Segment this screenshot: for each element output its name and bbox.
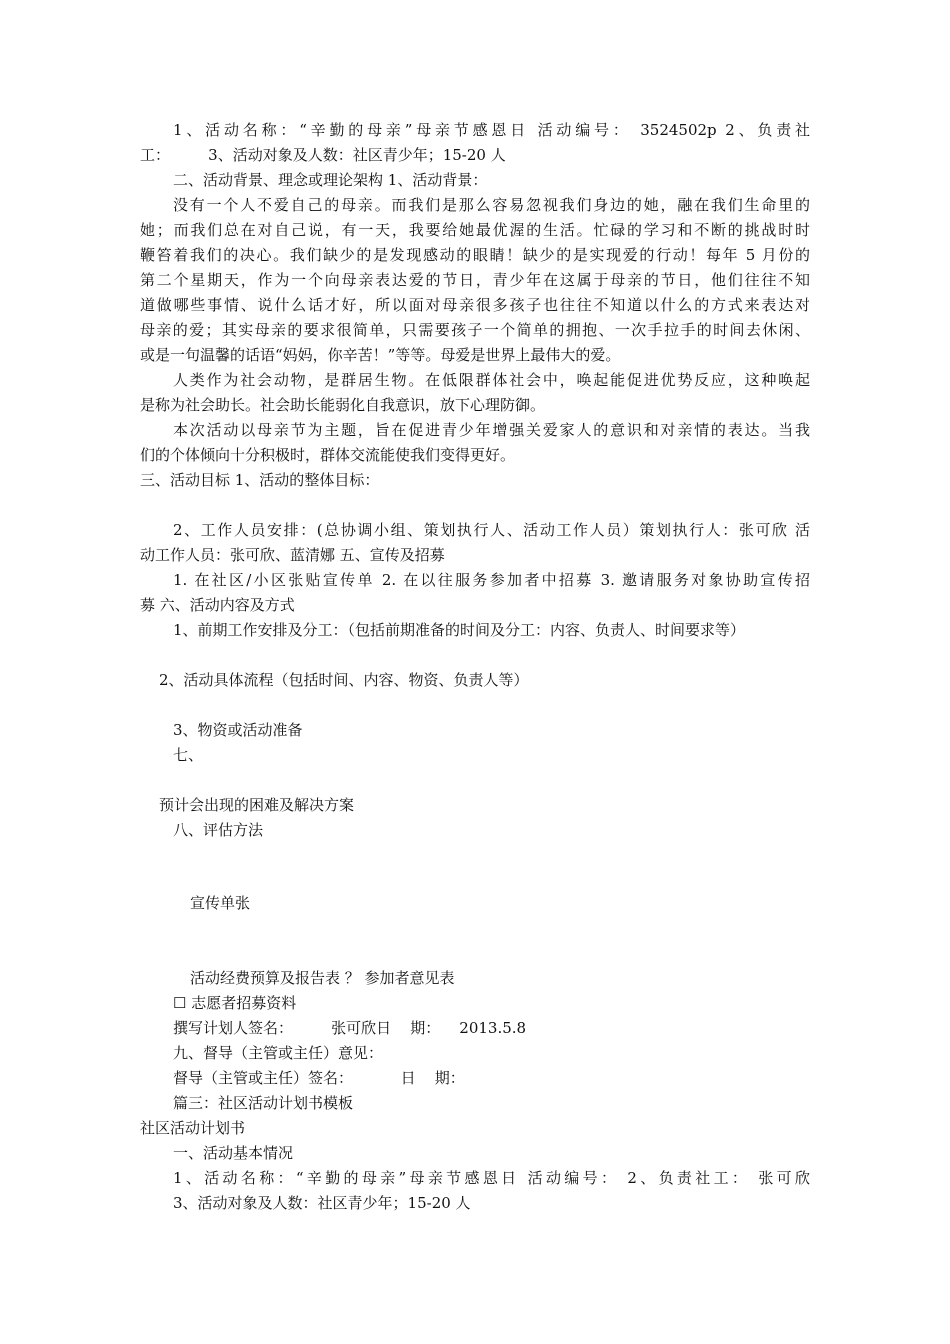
signature-line: 督导（主管或主任）签名： 日 期： <box>173 1069 465 1087</box>
text-line: 1、前期工作安排及分工：（包括前期准备的时间及分工：内容、负责人、时间要求等） <box>173 621 746 639</box>
section-heading: 三、活动目标 1、活动的整体目标： <box>140 471 380 489</box>
text-line: 母亲的爱；其实母亲的要求很简单，只需要孩子一个简单的拥抱、一次手拉手的时间去休闲、 <box>140 321 810 339</box>
text-line: 或是一句温馨的话语“妈妈，你辛苦！”等等。母爱是世界上最伟大的爱。 <box>140 346 621 364</box>
text-line: 没有一个人不爱自己的母亲。而我们是那么容易忽视我们身边的她，融在我们生命里的 <box>173 196 810 214</box>
text-line: 1. 在社区/小区张贴宣传单 2. 在以往服务参加者中招募 3. 邀请服务对象协助宣传招 <box>173 571 810 589</box>
section-heading: 二、活动背景、理念或理论架构 1、活动背景： <box>173 171 488 189</box>
document-title: 社区活动计划书 <box>140 1119 246 1137</box>
text-line: 1、活动名称：“辛勤的母亲”母亲节感恩日 活动编号： 2、负责社工： 张可欣 <box>173 1169 810 1187</box>
text-line: 人类作为社会动物，是群居生物。在低限群体社会中，唤起能促进优势反应，这种唤起 <box>173 371 810 389</box>
text-line: 第二个星期天，作为一个向母亲表达爱的节日，青少年在这属于母亲的节日，他们往往不知 <box>140 271 810 289</box>
text-line: 3、活动对象及人数：社区青少年；15-20 人 <box>173 1194 471 1212</box>
text-line: 动工作人员：张可欣、蓝清娜 五、宣传及招募 <box>140 546 445 564</box>
text-line: 本次活动以母亲节为主题，旨在促进青少年增强关爱家人的意识和对亲情的表达。当我 <box>173 421 810 439</box>
section-heading: 七、 <box>173 746 204 764</box>
text-line: 2、工作人员安排：(总协调小组、策划执行人、活动工作人员）策划执行人：张可欣 活 <box>173 521 810 539</box>
checkbox-line: ☐ 志愿者招募资料 <box>173 994 297 1012</box>
text-line: 2、活动具体流程（包括时间、内容、物资、负责人等） <box>159 671 529 689</box>
section-heading: 八、评估方法 <box>173 821 264 839</box>
text-line: 工： 3、活动对象及人数：社区青少年；15-20 人 <box>140 146 506 164</box>
section-heading: 九、督导（主管或主任）意见： <box>173 1044 384 1062</box>
text-line: 预计会出现的困难及解决方案 <box>159 796 355 814</box>
text-line: 她；而我们总在对自己说，有一天，我要给她最优渥的生活。忙碌的学习和不断的挑战时时 <box>140 221 810 239</box>
text-line: 活动经费预算及报告表 ？ 参加者意见表 <box>190 969 455 987</box>
text-line: 1、活动名称：“辛勤的母亲”母亲节感恩日 活动编号： 3524502p 2、负责社 <box>173 121 810 139</box>
text-line: 是称为社会助长。社会助长能弱化自我意识，放下心理防御。 <box>140 396 546 414</box>
text-line: 鞭笞着我们的决心。我们缺少的是发现感动的眼睛！缺少的是实现爱的行动！每年 5 月份的 <box>140 246 810 264</box>
text-line: 们的个体倾向十分积极时，群体交流能使我们变得更好。 <box>140 446 516 464</box>
text-line: 募 六、活动内容及方式 <box>140 596 295 614</box>
signature-line: 撰写计划人签名： 张可欣日 期： 2013.5.8 <box>173 1019 527 1037</box>
text-line: 道做哪些事情、说什么话才好，所以面对母亲很多孩子也往往不知道以什么的方式来表达对 <box>140 296 810 314</box>
section-heading: 一、活动基本情况 <box>173 1144 294 1162</box>
text-line: 3、物资或活动准备 <box>173 721 303 739</box>
section-heading: 篇三：社区活动计划书模板 <box>173 1094 354 1112</box>
text-line: 宣传单张 <box>190 894 251 912</box>
